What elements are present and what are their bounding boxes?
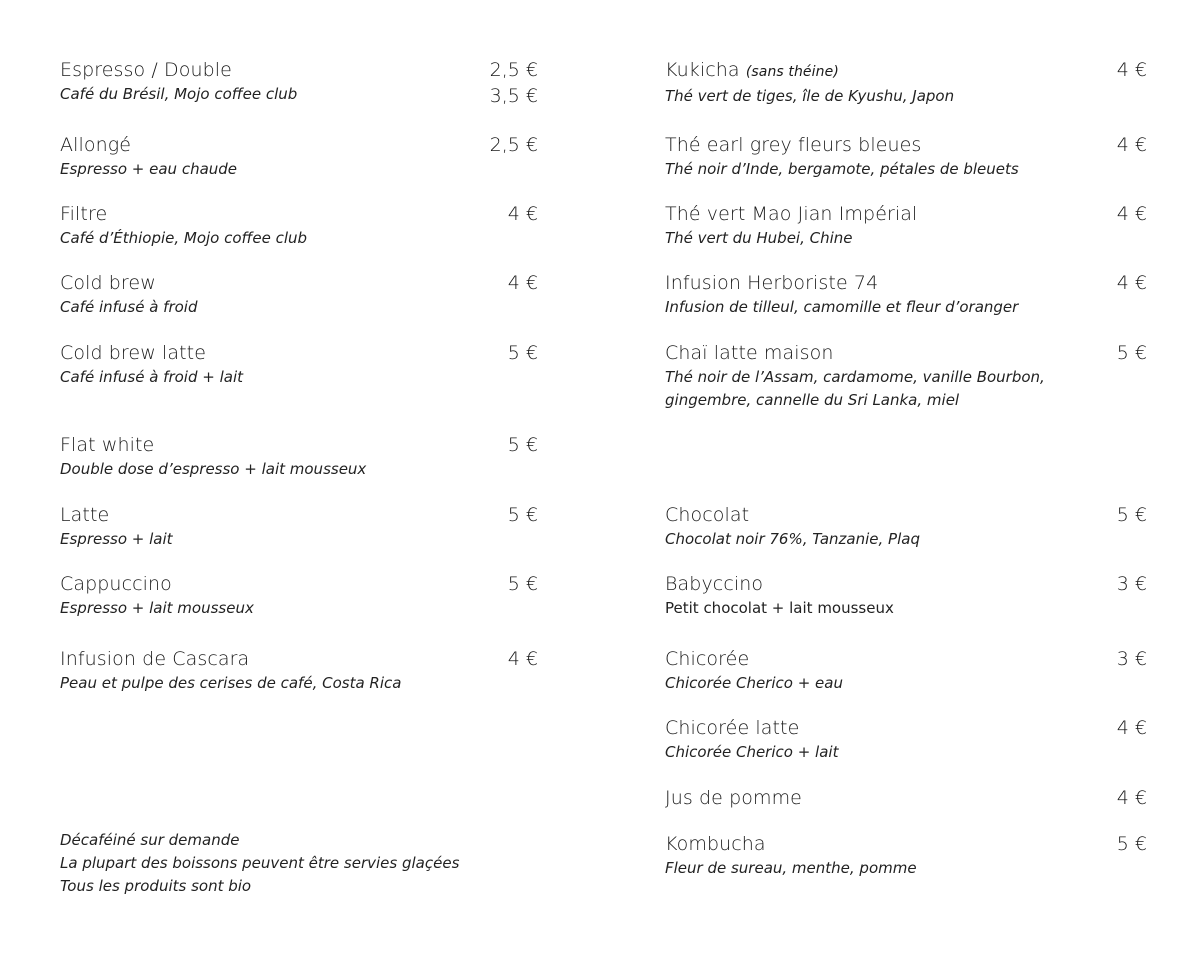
- item-name: Thé earl grey fleurs bleues: [665, 134, 922, 156]
- item-price: 3 €: [1116, 648, 1147, 670]
- menu-item-chicoree: [665, 646, 1147, 695]
- item-name: Infusion Herboriste 74: [665, 272, 879, 294]
- item-price: 5 €: [507, 342, 538, 364]
- item-price: 2,5 €: [489, 134, 538, 156]
- item-price: 4 €: [1116, 134, 1147, 156]
- item-name: Jus de pomme: [665, 787, 802, 809]
- item-description: Café d’Éthiopie, Mojo coffee club: [60, 229, 308, 247]
- menu-item-infusion-cascara: [60, 646, 538, 695]
- item-description: Chicorée Cherico + eau: [665, 674, 843, 692]
- item-description: Thé vert du Hubei, Chine: [665, 229, 853, 247]
- item-description: Thé noir d’Inde, bergamote, pétales de bleuets: [665, 160, 1019, 178]
- item-description: Café du Brésil, Mojo coffee club: [60, 85, 298, 103]
- menu-item-chicoree-latte: [665, 715, 1147, 764]
- menu-item-babyccino: [665, 571, 1147, 620]
- item-price: 4 €: [1116, 59, 1147, 81]
- item-name: Allongé: [60, 134, 132, 156]
- item-description: Espresso + eau chaude: [60, 160, 238, 178]
- menu-item-cold-brew: [60, 270, 538, 319]
- item-price: 4 €: [507, 272, 538, 294]
- item-note: (sans théine): [745, 64, 839, 80]
- item-description: Thé noir de l’Assam, cardamome, vanille Bourbon,: [665, 368, 1045, 386]
- menu-footnotes: [60, 829, 459, 898]
- item-price-double: 3,5 €: [489, 85, 538, 107]
- item-description-line2: gingembre, cannelle du Sri Lanka, miel: [665, 391, 960, 409]
- item-description: Chicorée Cherico + lait: [665, 743, 839, 761]
- menu-item-espresso: [60, 57, 538, 109]
- item-price: 4 €: [1116, 787, 1147, 809]
- item-price: 5 €: [507, 573, 538, 595]
- item-description: Peau et pulpe des cerises de café, Costa Rica: [60, 674, 402, 692]
- item-price: 5 €: [1116, 833, 1147, 855]
- item-description: Petit chocolat + lait mousseux: [665, 599, 894, 617]
- item-price: 4 €: [507, 203, 538, 225]
- menu-item-infusion-herboriste: [665, 270, 1147, 319]
- item-description: Infusion de tilleul, camomille et fleur d’oranger: [665, 298, 1019, 316]
- item-name: Cold brew: [60, 272, 156, 294]
- item-description: Espresso + lait mousseux: [60, 599, 254, 617]
- menu-item-mao-jian: [665, 201, 1147, 250]
- item-price: 5 €: [1116, 504, 1147, 526]
- item-price: 4 €: [1116, 717, 1147, 739]
- item-description: Espresso + lait: [60, 530, 173, 548]
- item-name: Filtre: [60, 203, 108, 225]
- item-name: Cappuccino: [60, 573, 172, 595]
- item-price: 4 €: [1116, 272, 1147, 294]
- menu-item-kombucha: [665, 831, 1147, 880]
- item-description: Café infusé à froid: [60, 298, 198, 316]
- item-name: Chicorée: [665, 648, 750, 670]
- menu-item-latte: [60, 502, 538, 551]
- item-description: Chocolat noir 76%, Tanzanie, Plaq: [665, 530, 920, 548]
- item-price: 3 €: [1116, 573, 1147, 595]
- item-name: [665, 57, 954, 85]
- item-price: 4 €: [507, 648, 538, 670]
- item-description: Double dose d’espresso + lait mousseux: [60, 460, 367, 478]
- menu-item-allonge: [60, 132, 538, 181]
- item-price: 5 €: [1116, 342, 1147, 364]
- menu-item-kukicha: [665, 57, 1147, 108]
- menu-item-earl-grey: [665, 132, 1147, 181]
- item-name: Babyccino: [665, 573, 764, 595]
- item-name: Chocolat: [665, 504, 750, 526]
- item-name-text: Kukicha: [665, 59, 740, 81]
- item-price: 5 €: [507, 504, 538, 526]
- menu-item-flat-white: [60, 432, 538, 481]
- item-price: 4 €: [1116, 203, 1147, 225]
- menu-item-chocolat: [665, 502, 1147, 551]
- item-price: 2,5 €: [489, 59, 538, 81]
- item-name: Kombucha: [665, 833, 766, 855]
- item-name: Chicorée latte: [665, 717, 800, 739]
- menu-item-cold-brew-latte: [60, 340, 538, 389]
- menu-item-filtre: [60, 201, 538, 250]
- item-name: Espresso / Double: [60, 59, 232, 81]
- menu-item-chai-latte: [665, 340, 1147, 412]
- menu-item-jus-de-pomme: [665, 785, 1147, 811]
- item-name: Infusion de Cascara: [60, 648, 250, 670]
- item-name: Thé vert Mao Jian Impérial: [665, 203, 918, 225]
- item-description: Café infusé à froid + lait: [60, 368, 244, 386]
- item-name: Chaï latte maison: [665, 342, 834, 364]
- footnote-organic: Tous les produits sont bio: [60, 877, 252, 895]
- footnote-decaf: Décaféiné sur demande: [60, 831, 240, 849]
- item-description: Thé vert de tiges, île de Kyushu, Japon: [665, 87, 955, 105]
- menu-item-cappuccino: [60, 571, 538, 620]
- item-name: Flat white: [60, 434, 155, 456]
- footnote-iced: La plupart des boissons peuvent être servies glaçées: [60, 854, 460, 872]
- item-price: 5 €: [507, 434, 538, 456]
- item-name: Latte: [60, 504, 110, 526]
- item-description: Fleur de sureau, menthe, pomme: [665, 859, 917, 877]
- item-name: Cold brew latte: [60, 342, 207, 364]
